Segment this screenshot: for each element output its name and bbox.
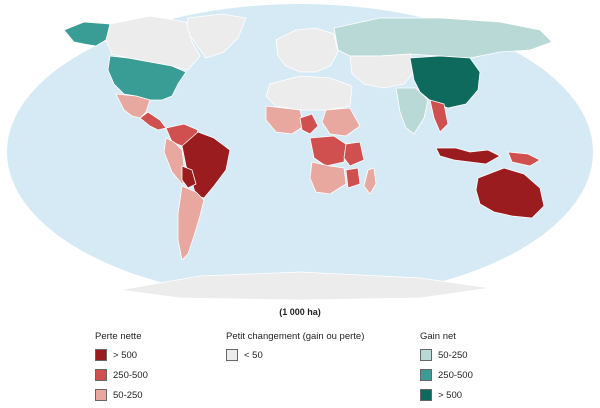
legend-net-gain-title: Gain net [420,331,456,342]
legend-net-loss-title: Perte nette [95,331,142,342]
legend-label: 250-500 [438,369,473,381]
legend-label: > 500 [438,389,463,401]
legend-item [420,388,473,402]
legend-item [95,388,148,402]
legend-label: 250-500 [113,369,148,381]
legend-small-change-title: Petit changement (gain ou perte) [226,331,365,342]
legend-swatch [420,389,432,401]
legend-item [420,348,473,362]
legend-label: > 500 [113,349,138,361]
legend-small-change [226,331,364,368]
legend-item [95,348,148,362]
legend-item [95,368,148,382]
legend-item [226,348,364,362]
region-zimbabwe [346,168,360,188]
legend-swatch [95,389,107,401]
region-russia [334,18,552,58]
unit-label: (1 000 ha) [279,307,321,317]
legend-label: 50-250 [438,349,468,361]
legend-net-loss [95,331,148,408]
legend-label: < 50 [244,349,263,361]
legend-swatch [420,349,432,361]
legend-swatch [226,349,238,361]
legend-net-gain [420,331,473,408]
legend-item [420,368,473,382]
legend-swatch [95,369,107,381]
legend-label: 50-250 [113,389,143,401]
region-alaska [64,22,110,46]
legend-swatch [95,349,107,361]
legend-swatch [420,369,432,381]
